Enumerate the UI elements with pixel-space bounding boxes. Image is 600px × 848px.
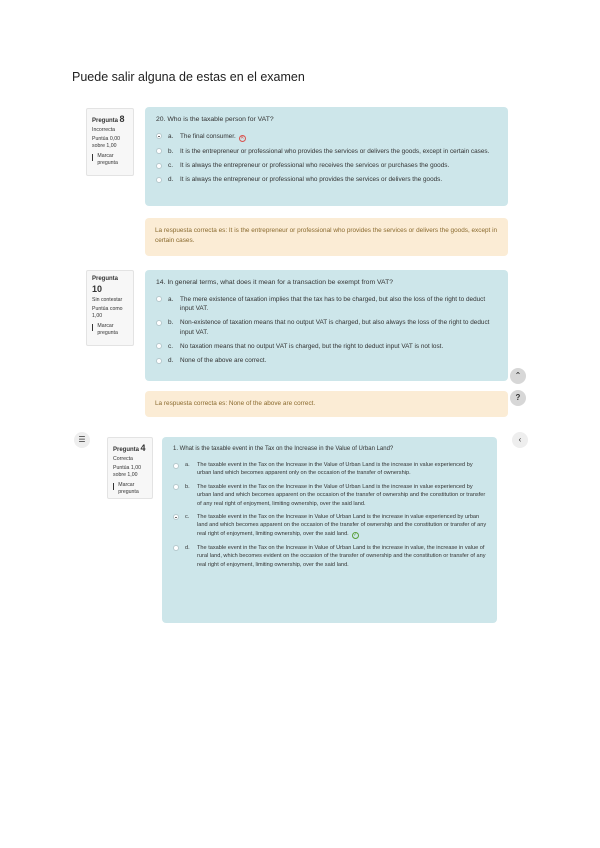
radio-button[interactable]	[173, 514, 179, 520]
radio-button[interactable]	[156, 343, 162, 349]
scroll-up-button[interactable]: ⌃	[510, 368, 526, 384]
radio-button[interactable]	[156, 133, 162, 139]
question-number: 8	[119, 114, 125, 124]
flag-icon	[92, 324, 95, 331]
answer-option[interactable]: b. The taxable event in the Tax on the Increase in the Value of Urban Land is the increase in value experienced by urban land and which becomes apparent on the occasion of the transfer of ownership and the constitution or transfer of any real right of enjoyment, limiting ownership, over the said land.	[173, 483, 487, 508]
question-card	[145, 270, 508, 381]
flag-question-link[interactable]: Marcar pregunta	[92, 153, 128, 167]
question-number: 10	[92, 284, 103, 295]
answer-option[interactable]: d. The taxable event in the Tax on the Increase in Value of Urban Land is the increase in value, the increase in value of rural land, which becomes evident on the occasion of the transfer of ownership and the constitution or transfer of any real right of enjoyment, limiting ownership, over the said land.	[173, 544, 487, 569]
help-button[interactable]: ?	[510, 390, 526, 406]
answer-option[interactable]: c. The taxable event in the Tax on the Increase in Value of Urban Land is the increase in value experienced by urban land and which becomes apparent on the occasion of the transfer of ownership and the constitution or transfer of any real right of enjoyment, limiting ownership, over the said land. ✓	[173, 513, 487, 539]
answer-option[interactable]: c. It is always the entrepreneur or professional who receives the services or purchases the goods.	[156, 161, 498, 170]
question-text: 1. What is the taxable event in the Tax on the Increase in the Value of Urban Land?	[173, 446, 394, 452]
question-info-panel	[86, 108, 134, 176]
answer-option[interactable]: a. The taxable event in the Tax on the Increase in the Value of Urban Land is the increase in value experienced by urban land which becomes apparent only on the occasion of the transfer of ownership.	[173, 461, 487, 478]
question-card	[145, 107, 508, 206]
question-score: Puntúa 1,00 sobre 1,00	[113, 465, 141, 479]
question-status: Incorrecta	[92, 127, 116, 134]
answer-option[interactable]: d. It is always the entrepreneur or professional who provides the services or delivers the goods.	[156, 175, 498, 184]
flag-question-link[interactable]: Marcar pregunta	[92, 323, 128, 337]
radio-button[interactable]	[173, 484, 179, 490]
answer-option[interactable]: a. The final consumer. ✕	[156, 132, 498, 142]
question-score: Puntúa 0,00 sobre 1,00	[92, 136, 120, 150]
radio-button[interactable]	[156, 358, 162, 364]
flag-icon	[92, 154, 95, 161]
answer-option[interactable]: a. The mere existence of taxation implies that the tax has to be charged, but also the loss of the right to deduct input VAT.	[156, 295, 498, 314]
answer-option[interactable]: b. It is the entrepreneur or professional who provides the services or delivers the goods, except in certain cases.	[156, 147, 498, 156]
radio-button[interactable]	[156, 148, 162, 154]
answer-option[interactable]: b. Non-existence of taxation means that no output VAT is charged, but also always the loss of the right to deduct input VAT.	[156, 318, 498, 337]
question-status: Sin contestar	[92, 297, 123, 304]
flag-question-link[interactable]: Marcar pregunta	[113, 482, 147, 496]
question-text: 20. Who is the taxable person for VAT?	[156, 116, 274, 123]
collapse-drawer-button[interactable]: ‹	[512, 432, 528, 448]
radio-button[interactable]	[156, 163, 162, 169]
answer-option[interactable]: d. None of the above are correct.	[156, 356, 498, 365]
correct-answer-feedback: La respuesta correcta es: None of the above are correct.	[145, 391, 508, 417]
radio-button[interactable]	[173, 463, 179, 469]
question-text: 14. In general terms, what does it mean for a transaction be exempt from VAT?	[156, 279, 393, 286]
correct-answer-feedback: La respuesta correcta es: It is the entrepreneur or professional who provides the services or delivers the goods, except in certain cases.	[145, 218, 508, 256]
answer-option[interactable]: c. No taxation means that no output VAT is charged, but the right to deduct input VAT is not lost.	[156, 342, 498, 351]
correct-icon: ✓	[353, 531, 358, 538]
question-info-panel	[86, 270, 134, 346]
page-title: Puede salir alguna de estas en el examen	[72, 70, 305, 84]
question-status: Correcta	[113, 456, 133, 463]
menu-icon[interactable]: ☰	[74, 432, 90, 448]
question-card	[162, 437, 497, 623]
question-label: Pregunta	[113, 447, 140, 453]
radio-button[interactable]	[156, 177, 162, 183]
radio-button[interactable]	[156, 320, 162, 326]
flag-icon	[113, 483, 116, 490]
question-label: Pregunta	[92, 276, 119, 282]
incorrect-icon: ✕	[240, 134, 245, 141]
question-score: Puntúa como 1,00	[92, 306, 123, 320]
radio-button[interactable]	[156, 296, 162, 302]
radio-button[interactable]	[173, 545, 179, 551]
question-number: 4	[140, 443, 146, 453]
question-info-panel	[107, 437, 153, 499]
question-label: Pregunta	[92, 118, 119, 124]
